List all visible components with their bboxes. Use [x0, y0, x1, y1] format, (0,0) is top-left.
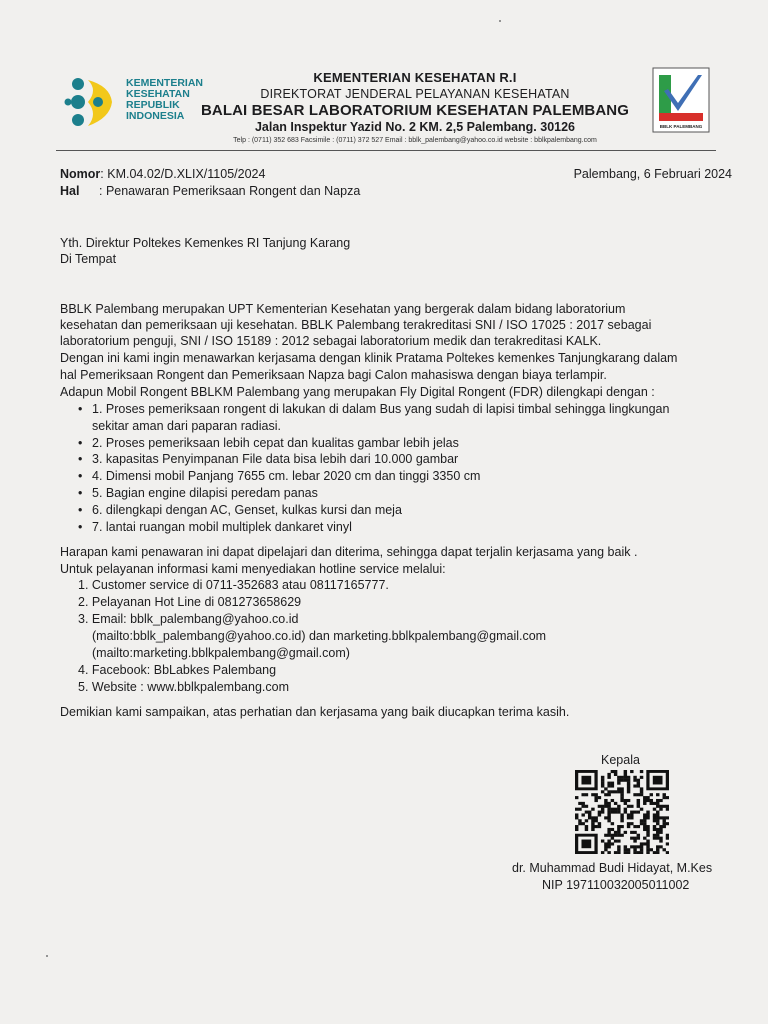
- feature-item: [60, 401, 669, 435]
- feature-text-continued: sekitar aman dari paparan radiasi.: [92, 418, 281, 433]
- logo-line: REPUBLIK: [126, 99, 180, 111]
- feature-text: 4. Dimensi mobil Panjang 7655 cm. lebar 2020 cm dan tinggi 3350 cm: [92, 469, 481, 484]
- contact-item: 5. Website : www.bblkpalembang.com: [78, 680, 289, 694]
- scan-speck: [499, 20, 501, 22]
- ministry-name: KEMENTERIAN KESEHATAN R.I: [313, 70, 517, 85]
- feature-text: 3. kapasitas Penyimpanan File data bisa lebih dari 10.000 gambar: [92, 452, 459, 467]
- header-divider: [56, 150, 716, 151]
- feature-item: [60, 485, 669, 502]
- contact-item: 4. Facebook: BbLabkes Palembang: [78, 663, 277, 677]
- feature-text: 6. dilengkapi dengan AC, Genset, kulkas kursi dan meja: [92, 502, 402, 517]
- recipient-place: Di Tempat: [60, 252, 117, 266]
- intro-line: BBLK Palembang merupakan UPT Kementerian Kesehatan yang bergerak dalam bidang laboratorium: [60, 302, 626, 316]
- institution-address: Jalan Inspektur Yazid No. 2 KM. 2,5 Palembang. 30126: [254, 120, 576, 134]
- signatory-name: dr. Muhammad Budi Hidayat, M.Kes: [512, 861, 713, 875]
- closing-line: Demikian kami sampaikan, atas perhatian dan kerjasama yang baik diucapkan terima kasih.: [60, 705, 570, 719]
- intro-line: laboratorium penguji, SNI / ISO 15189 : 2012 sebagai laboratorium medik dan terakreditasi KALK.: [60, 334, 602, 348]
- feature-text: 2. Proses pemeriksaan lebih cepat dan kualitas gambar lebih jelas: [92, 435, 459, 450]
- logo-line: KEMENTERIAN: [126, 77, 204, 89]
- kemenkes-logo: [64, 72, 120, 134]
- logo-line: KESEHATAN: [126, 88, 190, 100]
- hope-line: Untuk pelayanan informasi kami menyediakan hotline service melalui:: [60, 562, 446, 576]
- feature-text: 5. Bagian engine dilapisi peredam panas: [92, 485, 318, 500]
- recipient-line: Yth. Direktur Poltekes Kemenkes RI Tanjung Karang: [60, 236, 351, 250]
- scan-speck: [46, 955, 48, 957]
- place-date: Palembang, 6 Februari 2024: [573, 167, 732, 181]
- logo-line: INDONESIA: [126, 110, 185, 122]
- contact-item: 1. Customer service di 0711-352683 atau 08117165777.: [78, 578, 389, 592]
- bblk-logo-label: BBLK PALEMBANG: [659, 124, 703, 129]
- contact-list: [60, 577, 546, 696]
- feature-item: [60, 468, 669, 485]
- institution-name: BALAI BESAR LABORATORIUM KESEHATAN PALEMBANG: [200, 102, 629, 119]
- letter-number: [60, 167, 265, 181]
- contact-item-continued: (mailto:marketing.bblkpalembang@gmail.com): [92, 646, 350, 660]
- intro-line: Dengan ini kami ingin menawarkan kerjasama dengan klinik Pratama Poltekes kemenkes Tanjungkarang dalam: [60, 351, 678, 365]
- signatory-title: Kepala: [601, 753, 640, 767]
- intro-line: kesehatan dan pemeriksaan uji kesehatan. BBLK Palembang terakreditasi SNI / ISO 17025 : 2017 sebagai: [60, 318, 652, 332]
- contact-item-continued: (mailto:bblk_palembang@yahoo.co.id) dan marketing.bblkpalembang@gmail.com: [92, 629, 547, 643]
- feature-list: [60, 401, 669, 535]
- directorate-name: DIREKTORAT JENDERAL PELAYANAN KESEHATAN: [260, 87, 570, 101]
- contact-item: 3. Email: bblk_palembang@yahoo.co.id: [78, 612, 299, 626]
- bblk-logo: [652, 67, 710, 133]
- feature-item: [60, 502, 669, 519]
- intro-line: hal Pemeriksaan Rongent dan Pemeriksaan Napza bagi Calon mahasiswa dengan biaya terlampir.: [60, 368, 607, 382]
- nomor-label: Nomor: [60, 167, 101, 181]
- letter-subject: [60, 184, 360, 198]
- feature-text: 7. lantai ruangan mobil multiplek dankaret vinyl: [92, 519, 352, 534]
- hal-value: : Penawaran Pemeriksaan Rongent dan Napza: [99, 184, 361, 198]
- feature-item: [60, 435, 669, 452]
- feature-text: 1. Proses pemeriksaan rongent di lakukan di dalam Bus yang sudah di lapisi timbal sehingga lingkungan: [92, 402, 670, 416]
- qr-code: [575, 770, 669, 854]
- contact-item: 2. Pelayanan Hot Line di 081273658629: [78, 595, 302, 609]
- institution-contact: Telp : (0711) 352 683 Facsimile : (0711) 372 527 Email : bblk_palembang@yahoo.co.id website : bblkpalembang.com: [233, 137, 597, 144]
- feature-item: [60, 519, 669, 536]
- hal-label: Hal: [60, 184, 80, 198]
- feature-item: [60, 451, 669, 468]
- nomor-value: : KM.04.02/D.XLIX/1105/2024: [100, 167, 266, 181]
- signatory-nip: NIP 197110032005011002: [542, 878, 690, 892]
- letterhead: [190, 70, 640, 144]
- hope-line: Harapan kami penawaran ini dapat dipelajari dan diterima, sehingga dapat terjalin kerjasama yang baik .: [60, 545, 638, 559]
- intro-line: Adapun Mobil Rongent BBLKM Palembang yang merupakan Fly Digital Rongent (FDR) dilengkapi dengan :: [60, 385, 655, 399]
